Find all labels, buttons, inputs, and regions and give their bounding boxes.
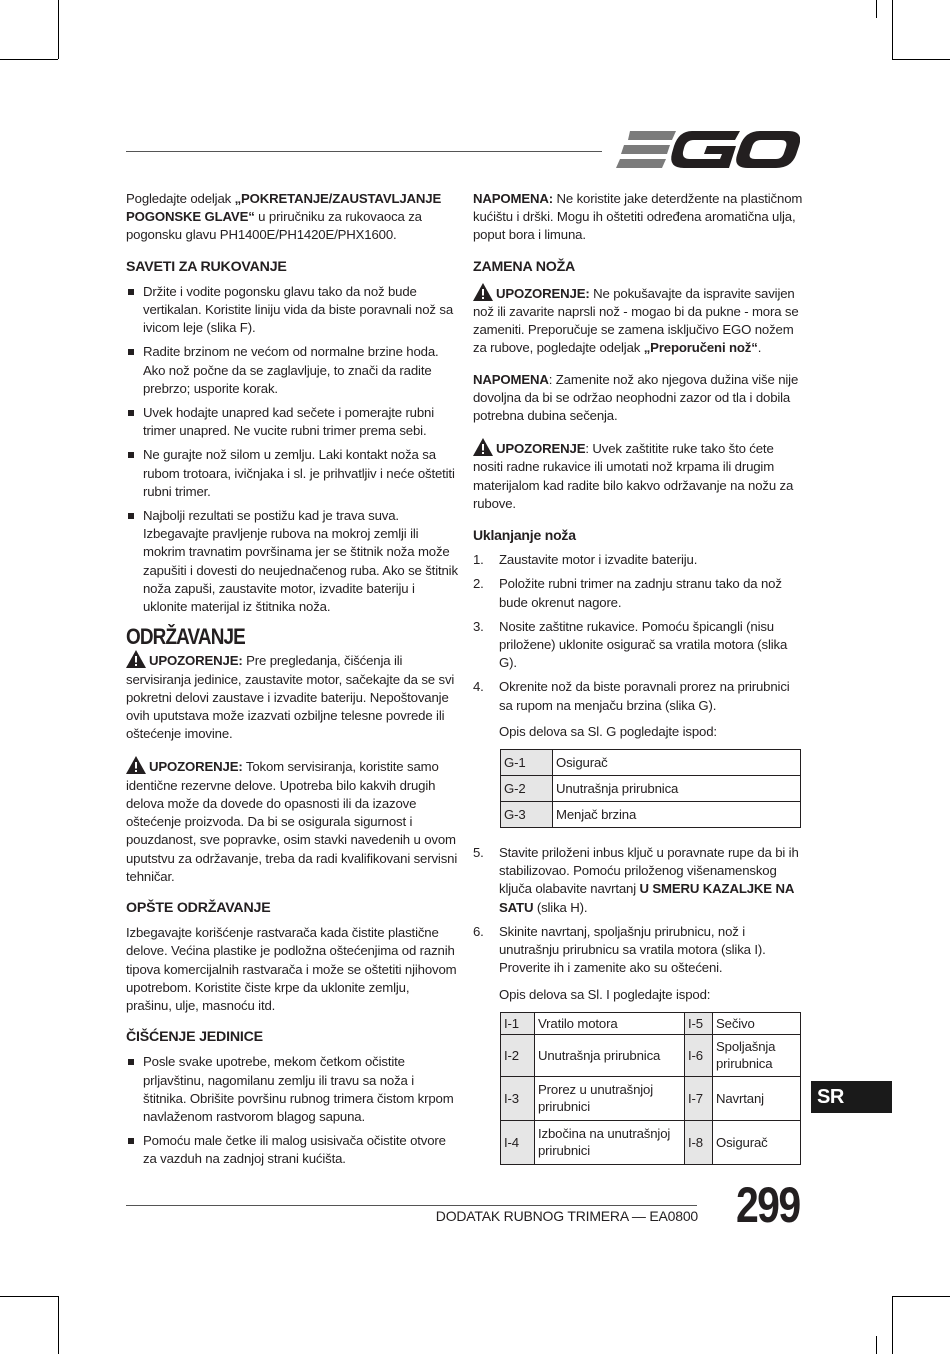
list-item: Uvek hodajte unapred kad sečete i pomerajte rubni trimer unapred. Ne vucite rubni trimer prema sebi. [126, 404, 458, 440]
crop-mark [892, 1296, 893, 1354]
table-row: G-2 Unutrašnja prirubnica [501, 776, 801, 802]
crop-mark [876, 1336, 877, 1354]
note-paragraph: NAPOMENA: Zamenite nož ako njegova dužina više nije dovoljna da bi se održao neophodni zazor od tla i dobila potrebna dubina sečenja. [473, 371, 799, 424]
footer-title: DODATAK RUBNOG TRIMERA — EA0800 [435, 1208, 698, 1224]
table-row: G-1 Osigurač [501, 750, 801, 776]
table-row: G-3 Menjač brzina [501, 802, 801, 828]
warning-triangle-icon [473, 438, 493, 456]
page-number: 299 [736, 1177, 800, 1233]
handling-tips-heading: SAVETI ZA RUKOVANJE [126, 258, 287, 275]
crop-mark [892, 59, 950, 60]
list-item: Posle svake upotrebe, mekom četkom očistite prljavštinu, nagomilanu zemlju ili travu sa noža i štitnika. Obrišite površinu rubnog trimera čistom krpom navlaženom rastvorom blagog sapuna. [126, 1053, 458, 1126]
step-item: 6. Skinite navrtanj, spoljašnju prirubnicu, nož i unutrašnju prirubnicu sa vratila motora (slika I). Proverite ih i zamenite ako su oštećeni. [473, 923, 766, 976]
intro-paragraph: Pogledajte odeljak „POKRETANJE/ZAUSTAVLJANJE POGONSKE GLAVE“ u priručniku za rukovaoca za pogonsku glavu PH1400E/PH1420E/PHX1600. [126, 191, 442, 243]
handling-tips-list [126, 283, 458, 616]
footer-rule [126, 1205, 697, 1206]
blade-removal-heading: Uklanjanje noža [473, 527, 576, 544]
list-item: Držite i vodite pogonsku glavu tako da nož bude vertikalan. Koristite liniju vida da biste poravnali nož sa ivicom leje (slika F). [126, 283, 458, 338]
general-maintenance-text: Izbegavajte korišćenje rastvarača kada čistite plastične delove. Većina plastike je podložna oštećenjima od raznih tipova komercijalnih rastvarača i može se oštetiti njihovom upotrebom. Koristite čiste krpe da uklonite zemlju, prašinu, ulje, masnoću itd. [126, 925, 457, 1013]
crop-mark [892, 0, 893, 59]
warning-triangle-icon [126, 756, 146, 774]
ego-logo [616, 129, 800, 171]
note-paragraph: NAPOMENA: Ne koristite jake deterdžente na plastičnom kućištu i drški. Mogu ih oštetiti određena aromatična ulja, poput bora i limuna. [473, 191, 803, 243]
list-item: Ne gurajte nož silom u zemlju. Laki kontakt noža sa rubom trotoara, ivičnjaka i sl. je prihvatljiv i neće oštetiti rubni trimer. [126, 446, 458, 501]
figure-g-parts-table [500, 749, 801, 828]
list-item: Pomoću male četke ili malog usisivača očistite otvore za vazduh na zadnjoj strani kućišta. [126, 1132, 458, 1168]
crop-mark [0, 59, 58, 60]
blade-replacement-heading: ZAMENA NOŽA [473, 258, 576, 275]
warning-paragraph: UPOZORENJE: Uvek zaštitite ruke tako što ćete nositi radne rukavice ili umotati nož krpama ili drugim materijalom kad radite bilo kakvo održavanje na nožu za rubove. [473, 438, 803, 513]
warning-triangle-icon [126, 650, 146, 668]
right-column [473, 190, 803, 1173]
cleaning-list [126, 1053, 458, 1168]
general-maintenance-heading: OPŠTE ODRŽAVANJE [126, 899, 271, 916]
list-item: Radite brzinom ne većom od normalne brzine hoda. Ako nož počne da se zaglavljuje, to znači da radite prebrzo; usporite korak. [126, 343, 458, 398]
header-rule [126, 151, 602, 152]
table-row: I-1 Vratilo motora I-5 Sečivo [501, 1012, 801, 1034]
table-row: I-2 Unutrašnja prirubnica I-6 Spoljašnja prirubnica [501, 1034, 801, 1076]
crop-mark [892, 1296, 950, 1297]
table-row: I-4 Izbočina na unutrašnjoj prirubnici I-8 Osigurač [501, 1120, 801, 1164]
warning-paragraph: UPOZORENJE: Pre pregledanja, čišćenja ili servisiranja jedinice, zaustavite motor, sačekajte da se svi pokretni delovi zaustave i izvadite bateriju. Nepoštovanje ovih uputstava može izazvati ozbiljne telesne povrede ili oštećenje imovine. [126, 650, 458, 743]
language-tab: SR [811, 1081, 892, 1113]
crop-mark [876, 0, 877, 18]
crop-mark [58, 1296, 59, 1354]
table-row: I-3 Prorez u unutrašnjoj prirubnici I-7 Navrtanj [501, 1076, 801, 1120]
removal-steps-continued [473, 844, 803, 977]
step-item: 3. Nosite zaštitne rukavice. Pomoću špicangli (nisu priložene) uklonite osigurač sa vratila motora (slika G). [473, 618, 788, 671]
figure-i-caption: Opis delova sa Sl. I pogledajte ispod: [499, 986, 711, 1002]
figure-g-caption: Opis delova sa Sl. G pogledajte ispod: [499, 723, 717, 739]
step-item: 4. Okrenite nož da biste poravnali prorez na prirubnici sa rupom na menjaču brzina (slika G). [473, 679, 790, 713]
step-item: 5. Stavite priloženi inbus ključ u poravnate rupe da bi ih stabilizovao. Pomoću priloženog višenamenskog ključa olabavite navrtanj U SMERU KAZALJKE NA SATU (slika H). [473, 845, 799, 915]
step-item: 1. Zaustavite motor i izvadite bateriju. [473, 552, 698, 568]
warning-triangle-icon [473, 283, 493, 301]
step-item: 2. Položite rubni trimer na zadnju stranu tako da nož bude okrenut nagore. [473, 576, 782, 610]
crop-mark [0, 1296, 58, 1297]
warning-paragraph: UPOZORENJE: Tokom servisiranja, koristite samo identične rezervne delove. Upotreba bilo kakvih drugih delova može da dovede do opasnosti ili da izazove oštećenje proizvoda. Da bi se osigurala sigurnost i pouzdanost, sve popravke, osim stavki navedenih u ovom uputstvu za održavanje, treba da radi kvalifikovani servisni tehničar. [126, 756, 458, 885]
warning-paragraph: UPOZORENJE: Ne pokušavajte da ispravite savijen nož ili zavarite naprsli nož - mogao bi da pukne - mora se zameniti. Preporučuje se zamena isključivo EGO nožem za rubove, pogledajte odeljak „Preporučeni nož“. [473, 283, 803, 358]
maintenance-heading: ODRŽAVANJE [126, 624, 245, 650]
cleaning-heading: ČIŠĆENJE JEDINICE [126, 1029, 263, 1046]
crop-mark [58, 0, 59, 59]
figure-i-parts-table [500, 1012, 801, 1165]
left-column [126, 190, 458, 1181]
list-item: Najbolji rezultati se postižu kad je trava suva. Izbegavajte pravljenje rubova na mokroj zemlji ili mokrim travnatim površinama jer se štitnik noža može zapušiti i dovesti do neujednačenog ruba. Ako se štitnik noža zapuši, zaustavite motor, izvadite bateriju i uklonite materijal iz štitnika noža. [126, 507, 458, 616]
removal-steps [473, 551, 803, 715]
